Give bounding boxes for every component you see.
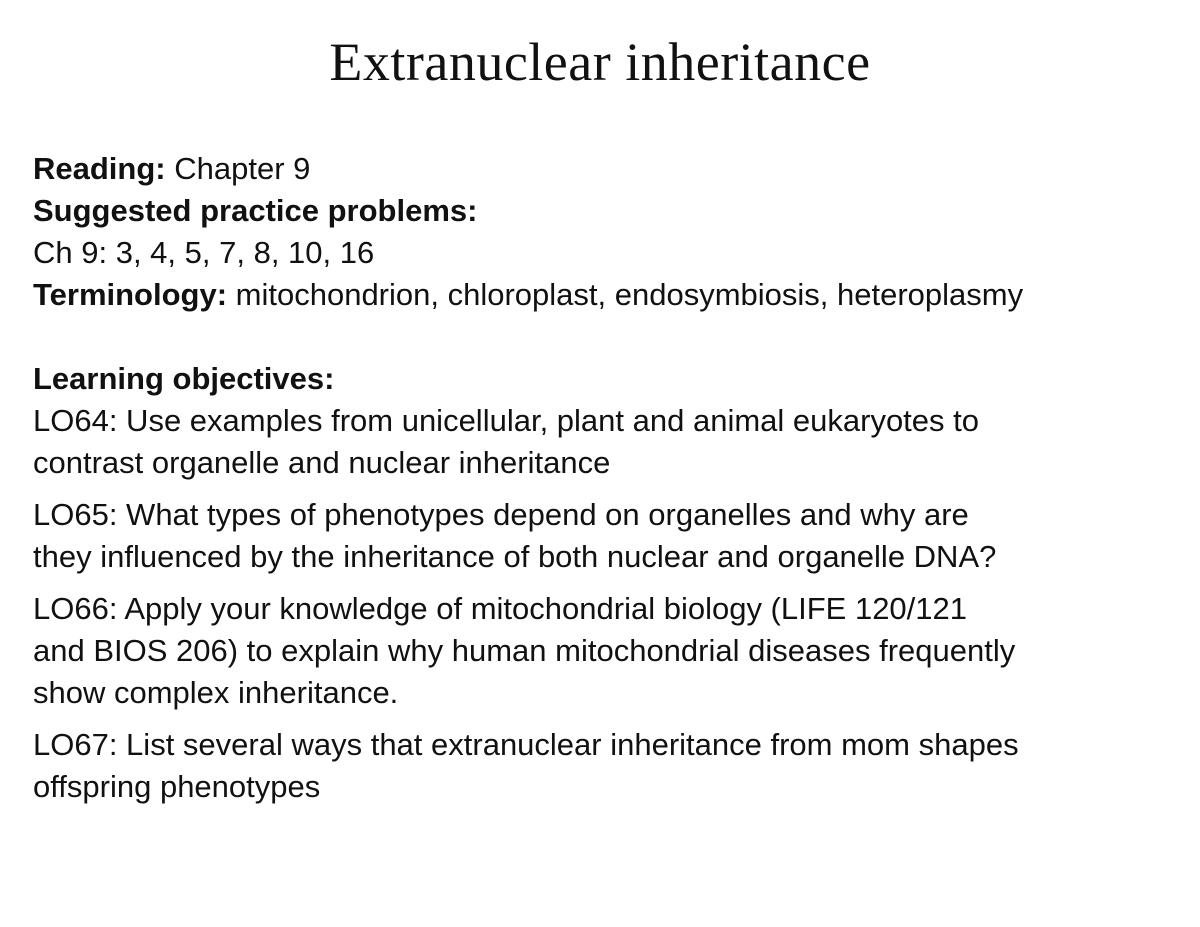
objective-line: they influenced by the inheritance of both nuclear and organelle DNA? [33, 539, 997, 574]
objective-line: LO67: List several ways that extranuclear inheritance from mom shapes [33, 727, 1019, 762]
practice-problems-line [33, 190, 1183, 232]
slide-title: Extranuclear inheritance [329, 32, 871, 92]
objective-line: and BIOS 206) to explain why human mitochondrial diseases frequently [33, 633, 1016, 668]
objective-line: contrast organelle and nuclear inheritance [33, 445, 611, 480]
reading-label: Reading: [33, 151, 166, 186]
objective-line: LO65: What types of phenotypes depend on organelles and why are [33, 497, 969, 532]
objective-line: show complex inheritance. [33, 675, 399, 710]
practice-problems-label: Suggested practice problems: [33, 193, 478, 228]
reading-line [33, 148, 1183, 190]
slide-content [33, 148, 1183, 808]
terminology-label: Terminology: [33, 277, 228, 312]
learning-objectives-list [33, 400, 1183, 808]
objective-lo67 [33, 724, 1183, 808]
learning-objectives-heading: Learning objectives: [33, 361, 335, 396]
objective-lo65 [33, 494, 1183, 578]
reading-value: Chapter 9 [165, 151, 311, 186]
terminology-value: mitochondrion, chloroplast, endosymbiosis, heteroplasmy [227, 277, 1024, 312]
objective-line: offspring phenotypes [33, 769, 321, 804]
objective-line: LO64: Use examples from unicellular, plant and animal eukaryotes to [33, 403, 979, 438]
terminology-line [33, 274, 1183, 316]
spacer [33, 316, 1183, 358]
objective-lo66 [33, 588, 1183, 714]
objective-line: LO66: Apply your knowledge of mitochondrial biology (LIFE 120/121 [33, 591, 968, 626]
practice-problems-value: Ch 9: 3, 4, 5, 7, 8, 10, 16 [33, 235, 375, 270]
objective-lo64 [33, 400, 1183, 484]
